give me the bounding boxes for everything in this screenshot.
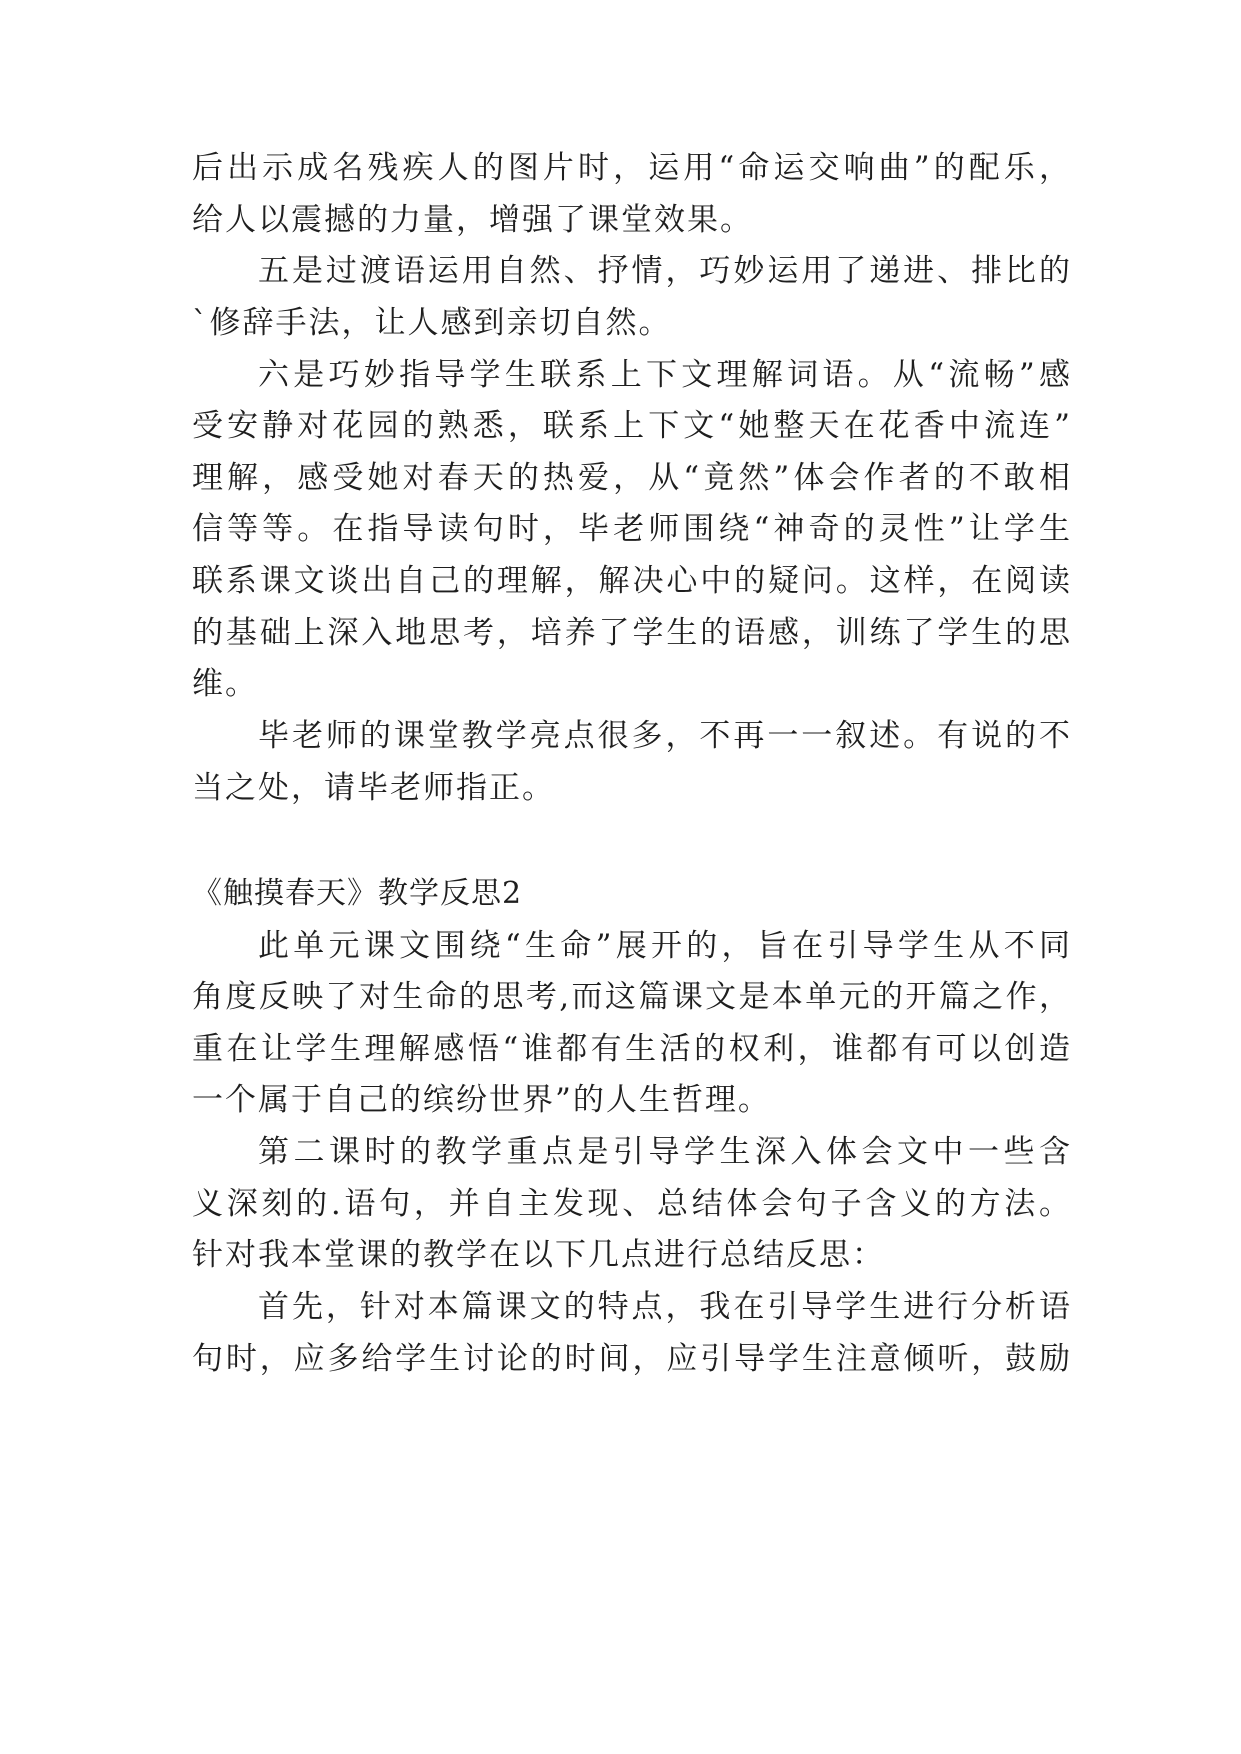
text-line: 第二课时的教学重点是引导学生深入体会文中一些含: [258, 1134, 1072, 1170]
text-line: 信等等。在指导读句时，毕老师围绕“神奇的灵性”让学生: [192, 511, 1072, 547]
text-line: 角度反映了对生命的思考,而这篇课文是本单元的开篇之作，: [192, 979, 1072, 1015]
text-line: 针对我本堂课的教学在以下几点进行总结反思：: [192, 1237, 885, 1273]
text-line: 联系课文谈出自己的理解，解决心中的疑问。这样，在阅读: [192, 563, 1072, 599]
text-line: 的基础上深入地思考，培养了学生的语感，训练了学生的思: [192, 615, 1072, 651]
text-line: 义深刻的.语句，并自主发现、总结体会句子含义的方法。: [192, 1186, 1072, 1222]
section-heading: 《触摸春天》教学反思2: [192, 876, 523, 911]
text-line: 当之处，请毕老师指正。: [192, 770, 555, 806]
text-line: 六是巧妙指导学生联系上下文理解词语。从“流畅”感: [258, 357, 1072, 393]
text-line: 毕老师的课堂教学亮点很多，不再一一叙述。有说的不: [258, 718, 1072, 754]
text-line: 重在让学生理解感悟“谁都有生活的权利，谁都有可以创造: [192, 1031, 1072, 1067]
text-line: 一个属于自己的缤纷世界”的人生哲理。: [192, 1082, 771, 1118]
text-line: 后出示成名残疾人的图片时，运用“命运交响曲”的配乐，: [192, 150, 1072, 186]
text-line: 理解，感受她对春天的热爱，从“竟然”体会作者的不敢相: [192, 460, 1072, 496]
text-line: 此单元课文围绕“生命”展开的，旨在引导学生从不同: [258, 928, 1072, 964]
text-line: 五是过渡语运用自然、抒情，巧妙运用了递进、排比的: [258, 253, 1072, 289]
text-line: 维。: [192, 666, 258, 702]
text-line: 给人以震撼的力量，增强了课堂效果。: [192, 202, 753, 238]
text-line: `修辞手法，让人感到亲切自然。: [192, 305, 672, 341]
text-line: 句时，应多给学生讨论的时间，应引导学生注意倾听，鼓励: [192, 1341, 1072, 1377]
text-line: 受安静对花园的熟悉，联系上下文“她整天在花香中流连”: [192, 408, 1072, 444]
text-line: 首先，针对本篇课文的特点，我在引导学生进行分析语: [258, 1289, 1072, 1325]
